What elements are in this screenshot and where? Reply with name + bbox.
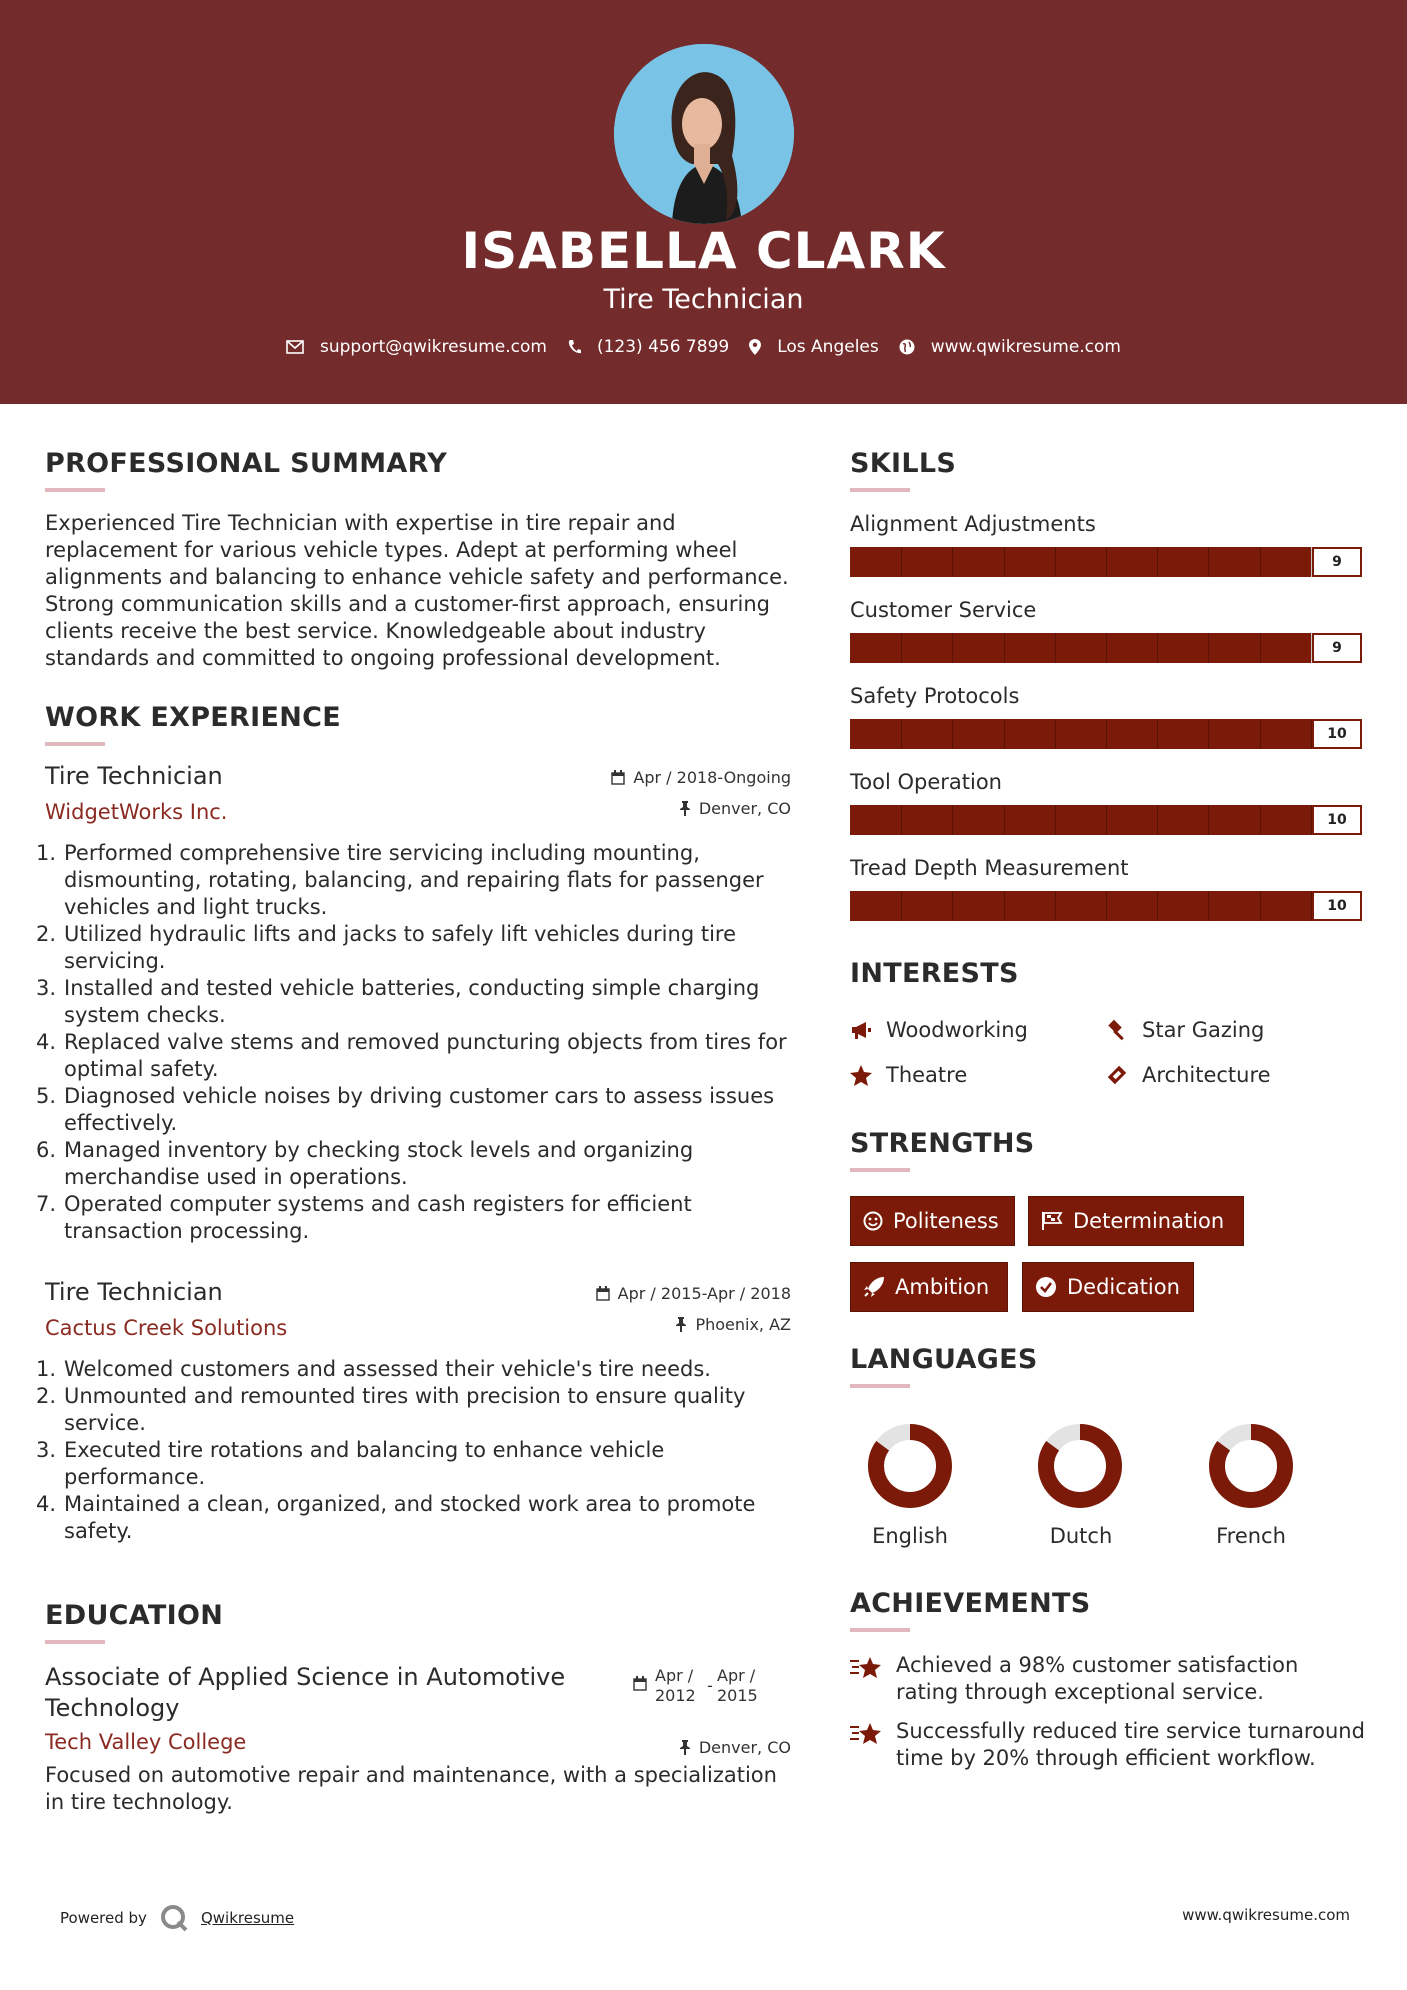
interests-section xyxy=(850,958,1019,989)
experience-section xyxy=(45,702,341,746)
qwikresume-logo-icon xyxy=(159,1903,189,1933)
skill-fill xyxy=(850,547,1311,577)
phone-icon xyxy=(567,339,581,355)
section-title: STRENGTHS xyxy=(850,1128,1035,1159)
profile-photo xyxy=(614,44,794,224)
contact-phone[interactable] xyxy=(567,337,729,357)
achievement-text: Successfully reduced tire service turnaround time by 20% through efficient workflow. xyxy=(896,1719,1365,1770)
pushpin-icon xyxy=(679,801,691,816)
skill-item xyxy=(850,684,1362,770)
skill-segment-divider xyxy=(1106,719,1107,749)
skill-segment-divider xyxy=(952,891,953,921)
language-name: English xyxy=(872,1524,948,1548)
section-underline xyxy=(45,1640,105,1644)
skill-segment-divider xyxy=(1106,547,1107,577)
section-title: EDUCATION xyxy=(45,1600,224,1631)
skill-item xyxy=(850,512,1362,598)
achievement-text: Achieved a 98% customer satisfaction rating through exceptional service. xyxy=(896,1653,1299,1704)
skill-level: 10 xyxy=(1312,891,1362,921)
interest-item xyxy=(850,1018,1028,1042)
language-donut-charts xyxy=(850,1418,1362,1518)
skill-segment-divider xyxy=(1004,719,1005,749)
skill-name: Customer Service xyxy=(850,598,1037,622)
education-location xyxy=(679,1738,791,1757)
contact-bar xyxy=(0,337,1407,357)
section-title: PROFESSIONAL SUMMARY xyxy=(45,448,448,479)
section-title: ACHIEVEMENTS xyxy=(850,1588,1091,1619)
list-item: Replaced valve stems and removed puncturing objects from tires for optimal safety. xyxy=(64,1030,787,1081)
contact-phone-text: (123) 456 7899 xyxy=(596,337,730,357)
skill-segment-divider xyxy=(1208,719,1209,749)
languages-section xyxy=(850,1344,1038,1388)
section-underline xyxy=(45,742,105,746)
strength-tag xyxy=(850,1196,1015,1246)
map-marker-icon xyxy=(749,339,761,355)
strength-label: Dedication xyxy=(1067,1275,1180,1299)
shooting-star-icon xyxy=(850,1654,882,1680)
job-entry xyxy=(45,762,791,1245)
calendar-icon xyxy=(596,1286,610,1301)
skill-segment-divider xyxy=(1260,633,1261,663)
strength-label: Ambition xyxy=(895,1275,990,1299)
skill-segment-divider xyxy=(901,633,902,663)
skill-segment-divider xyxy=(1208,633,1209,663)
strength-tag xyxy=(1022,1262,1194,1312)
skill-segment-divider xyxy=(1106,633,1107,663)
flag-icon xyxy=(1041,1211,1063,1231)
skill-name: Tool Operation xyxy=(850,770,1002,794)
education-start: Apr / 2012 xyxy=(655,1666,696,1705)
section-title: WORK EXPERIENCE xyxy=(45,702,341,733)
interest-label: Woodworking xyxy=(886,1018,1028,1042)
list-item: Executed tire rotations and balancing to enhance vehicle performance. xyxy=(64,1438,665,1489)
skill-segment-divider xyxy=(1260,805,1261,835)
job-location xyxy=(611,799,791,818)
skill-segment-divider xyxy=(1260,719,1261,749)
education-entry xyxy=(45,1662,791,1816)
header-banner xyxy=(0,0,1407,404)
skill-segment-divider xyxy=(1260,547,1261,577)
calendar-icon xyxy=(633,1676,647,1691)
education-section xyxy=(45,1600,223,1644)
section-title: SKILLS xyxy=(850,448,957,479)
education-location-text: Denver, CO xyxy=(698,1738,791,1757)
company-name: WidgetWorks Inc. xyxy=(45,800,228,824)
section-underline xyxy=(850,488,910,492)
skill-segment-divider xyxy=(952,719,953,749)
achievement-item xyxy=(850,1652,1365,1706)
skill-segment-divider xyxy=(1157,719,1158,749)
list-item: Managed inventory by checking stock levels and organizing merchandise used in operations. xyxy=(64,1138,694,1189)
list-item: Maintained a clean, organized, and stocked work area to promote safety. xyxy=(64,1492,756,1543)
skill-name: Alignment Adjustments xyxy=(850,512,1096,536)
skill-level: 9 xyxy=(1312,547,1362,577)
check-circle-icon xyxy=(1035,1276,1057,1298)
skill-segment-divider xyxy=(901,805,902,835)
skill-bar xyxy=(850,891,1362,921)
ticket-icon xyxy=(1106,1064,1128,1086)
skill-level: 9 xyxy=(1312,633,1362,663)
section-title: INTERESTS xyxy=(850,958,1019,989)
skill-item xyxy=(850,598,1362,684)
list-item: Welcomed customers and assessed their vehicle's tire needs. xyxy=(64,1357,711,1381)
skill-segment-divider xyxy=(1157,891,1158,921)
skill-segment-divider xyxy=(1208,805,1209,835)
skill-bar xyxy=(850,547,1362,577)
skill-segment-divider xyxy=(1055,891,1056,921)
school-name: Tech Valley College xyxy=(45,1730,247,1754)
interest-item xyxy=(1106,1063,1271,1087)
calendar-icon xyxy=(611,770,625,785)
job-title: Tire Technician xyxy=(45,1278,223,1306)
contact-email[interactable] xyxy=(286,337,547,357)
powered-by-label: Powered by xyxy=(60,1909,147,1927)
strength-label: Determination xyxy=(1073,1209,1225,1233)
strength-tag xyxy=(850,1262,1008,1312)
job-location-text: Phoenix, AZ xyxy=(695,1315,791,1334)
job-bullets xyxy=(45,1356,791,1545)
contact-location xyxy=(749,337,879,357)
language-name: French xyxy=(1216,1524,1286,1548)
skill-segment-divider xyxy=(1055,633,1056,663)
achievement-item xyxy=(850,1718,1365,1772)
job-location-text: Denver, CO xyxy=(698,799,791,818)
skill-segment-divider xyxy=(1157,633,1158,663)
list-item: Utilized hydraulic lifts and jacks to safely lift vehicles during tire servicing. xyxy=(64,922,736,973)
skill-segment-divider xyxy=(952,547,953,577)
skill-segment-divider xyxy=(1106,805,1107,835)
skill-segment-divider xyxy=(1055,719,1056,749)
skill-fill xyxy=(850,633,1311,663)
contact-website[interactable] xyxy=(899,337,1121,357)
skills-section xyxy=(850,448,956,492)
contact-email-text: support@qwikresume.com xyxy=(320,337,547,357)
skill-segment-divider xyxy=(901,719,902,749)
interest-label: Star Gazing xyxy=(1142,1018,1265,1042)
date-separator: - xyxy=(707,1676,713,1695)
strengths-section xyxy=(850,1128,1035,1172)
skill-segment-divider xyxy=(1157,805,1158,835)
section-underline xyxy=(850,1628,910,1632)
achievements-section xyxy=(850,1588,1091,1632)
pushpin-icon xyxy=(675,1317,687,1332)
education-end: Apr / 2015 xyxy=(717,1666,758,1705)
contact-location-text: Los Angeles xyxy=(777,337,879,357)
summary-text: Experienced Tire Technician with expertise in tire repair and replacement for various vehicle types. Adept at performing wheel alignments and balancing to enhance vehicle safety and performance. Strong communication skills and a customer-first approach, ensuring clients receive the best service. Knowledgeable about industry standards and committed to ongoing professional development. xyxy=(45,511,789,670)
skill-segment-divider xyxy=(1004,805,1005,835)
skill-segment-divider xyxy=(1157,547,1158,577)
skill-segment-divider xyxy=(1004,633,1005,663)
skill-segment-divider xyxy=(1208,891,1209,921)
strength-tag xyxy=(1028,1196,1244,1246)
degree-title: Associate of Applied Science in Automotive Technology xyxy=(45,1663,566,1722)
skill-segment-divider xyxy=(1004,547,1005,577)
star-icon xyxy=(850,1065,872,1086)
skills-list xyxy=(850,512,1362,942)
candidate-name: ISABELLA CLARK xyxy=(461,222,946,280)
list-item: Unmounted and remounted tires with precision to ensure quality service. xyxy=(64,1384,746,1435)
brand-link[interactable]: Qwikresume xyxy=(200,1909,295,1927)
globe-icon xyxy=(899,339,915,355)
job-dates xyxy=(596,1284,791,1303)
interest-label: Architecture xyxy=(1142,1063,1271,1087)
skill-segment-divider xyxy=(1208,547,1209,577)
skill-segment-divider xyxy=(1260,891,1261,921)
rocket-icon xyxy=(863,1276,885,1298)
skill-bar xyxy=(850,633,1362,663)
job-dates xyxy=(611,768,791,787)
language-name: Dutch xyxy=(1049,1524,1113,1548)
skill-item xyxy=(850,856,1362,942)
job-title: Tire Technician xyxy=(45,762,223,790)
list-item: Installed and tested vehicle batteries, conducting simple charging system checks. xyxy=(64,976,760,1027)
interest-label: Theatre xyxy=(886,1063,968,1087)
section-underline xyxy=(850,1384,910,1388)
education-dates xyxy=(633,1666,769,1706)
pushpin-icon xyxy=(679,1740,691,1755)
shooting-star-icon xyxy=(850,1720,882,1746)
company-name: Cactus Creek Solutions xyxy=(45,1316,288,1340)
summary-section xyxy=(45,448,447,492)
bullhorn-icon xyxy=(850,1020,872,1040)
job-entry xyxy=(45,1278,791,1545)
job-bullets xyxy=(45,840,791,1245)
interest-item xyxy=(1106,1018,1264,1042)
candidate-title: Tire Technician xyxy=(603,284,804,315)
skill-level: 10 xyxy=(1312,719,1362,749)
skill-segment-divider xyxy=(952,805,953,835)
skill-bar xyxy=(850,805,1362,835)
strength-label: Politeness xyxy=(893,1209,999,1233)
gavel-icon xyxy=(1106,1019,1128,1041)
job-dates-text: Apr / 2018-Ongoing xyxy=(633,768,791,787)
list-item: Diagnosed vehicle noises by driving customer cars to assess issues effectively. xyxy=(64,1084,775,1135)
education-description: Focused on automotive repair and maintenance, with a specialization in tire technology. xyxy=(45,1763,777,1814)
footer-url[interactable]: www.qwikresume.com xyxy=(1182,1906,1350,1924)
interest-item xyxy=(850,1063,967,1087)
skill-segment-divider xyxy=(1055,547,1056,577)
contact-website-text: www.qwikresume.com xyxy=(930,337,1121,357)
skill-segment-divider xyxy=(1004,891,1005,921)
job-location xyxy=(596,1315,791,1334)
footer-powered-by xyxy=(60,1903,294,1933)
list-item: Operated computer systems and cash registers for efficient transaction processing. xyxy=(64,1192,692,1243)
skill-bar xyxy=(850,719,1362,749)
skill-segment-divider xyxy=(952,633,953,663)
skill-segment-divider xyxy=(1055,805,1056,835)
skill-name: Safety Protocols xyxy=(850,684,1020,708)
section-underline xyxy=(850,1168,910,1172)
smile-icon xyxy=(863,1211,883,1231)
skill-segment-divider xyxy=(901,547,902,577)
section-underline xyxy=(45,488,105,492)
skill-item xyxy=(850,770,1362,856)
skill-segment-divider xyxy=(1106,891,1107,921)
skill-level: 10 xyxy=(1312,805,1362,835)
job-dates-text: Apr / 2015-Apr / 2018 xyxy=(617,1284,791,1303)
skill-name: Tread Depth Measurement xyxy=(850,856,1129,880)
skill-segment-divider xyxy=(901,891,902,921)
envelope-icon xyxy=(286,340,304,354)
section-title: LANGUAGES xyxy=(850,1344,1038,1375)
list-item: Performed comprehensive tire servicing including mounting, dismounting, rotating, balancing, and repairing flats for passenger vehicles and light trucks. xyxy=(64,841,764,919)
